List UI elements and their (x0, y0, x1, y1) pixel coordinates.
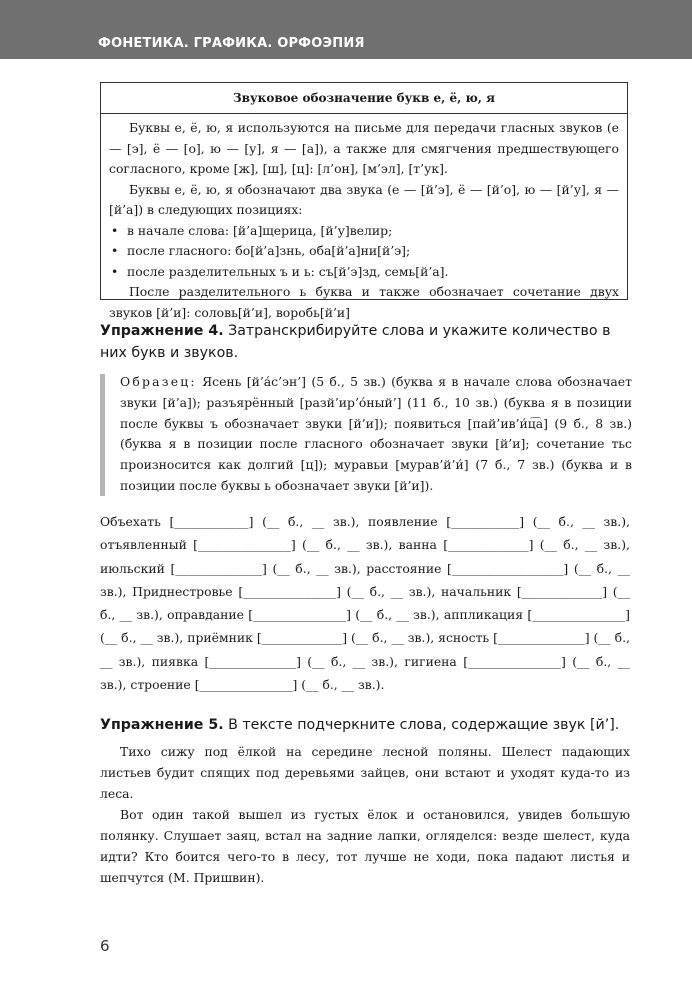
sample-text (120, 372, 632, 497)
page-header (0, 0, 692, 59)
rule-body (101, 114, 627, 323)
sample-body: Ясень [й’а́с’эн’] (5 б., 5 зв.) (буква я в начале слова обозначает звуки [й’а]); разъярённый [разй’ир’о́ный’] (11 б., 10 зв.) (буква я в позиции после буквы ъ обозначает звуки [й’и]); появиться [пай’ив’и́ц͡а] (9 б., 8 зв.) (буква я в позиции после гласного обозначает звуки [й’и]; сочетание тьс произносится как долгий [ц]); муравьи [мурав’й’и́] (7 б., 7 зв.) (буква и в позиции после буквы ь обозначает звуки [й’и]). (120, 374, 632, 493)
exercise-4-label: Упражнение 4. (100, 323, 224, 339)
rule-title: Звуковое обозначение букв е, ё, ю, я (101, 83, 627, 114)
exercise-5-text (100, 741, 630, 888)
rule-bullet-list (109, 221, 619, 283)
rule-box (100, 82, 628, 320)
exercise-5-task: В тексте подчеркните слова, содержащие звук [й’]. (228, 717, 620, 733)
rule-paragraph-2: Буквы е, ё, ю, я обозначают два звука (е — [й’э], ё — [й’о], ю — [й’у], я — [й’а]) в следующих позициях: (109, 181, 619, 217)
rule-paragraph-3: После разделительного ь буква и также обозначает сочетание двух звуков [й’и]: соловь[й’и], воробь[й’и] (109, 284, 619, 320)
sample-block (100, 372, 634, 500)
fill-in-exercise: Объехать [____________] (__ б., __ зв.), появление [___________] (__ б., __ зв.), отъявленный [_______________] (__ б., __ зв.), ванна [_____________] (__ б., __ зв.), июльский [______________] (__ б., __ зв.), расстояние [__________________] (__ б., __ зв.), Приднестровье [_______________] (__ б., __ зв.), начальник [_____________] (__ б., __ зв.), оправдание [_______________] (__ б., __ зв.), аппликация [_______________] (__ б., __ зв.), приёмник [_____________] (__ б., __ зв.), ясность [______________] (__ б., __ зв.), пиявка [______________] (__ б., __ зв.), гигиена [_______________] (__ б., __ зв.), строение [_______________] (__ б., __ зв.). (100, 514, 630, 693)
sample-sidebar (100, 374, 105, 496)
rule-bullet: • после гласного: бо[й’а]знь, оба[й’а]ни[й’э]; (109, 241, 619, 262)
rule-bullet: • в начале слова: [й’а]щерица, [й’у]велир; (109, 221, 619, 242)
exercise-5-label: Упражнение 5. (100, 717, 224, 733)
text-author: (М. Пришвин). (168, 870, 265, 885)
rule-bullet: • после разделительных ъ и ь: съ[й’э]зд, семь[й’а]. (109, 262, 619, 283)
rule-paragraph-1: Буквы е, ё, ю, я используются на письме для передачи гласных звуков (е — [э], ё — [о], ю — [у], я — [а]), а также для смягчения предшествующего согласного, кроме [ж], [ш], [ц]: [л’он], [м’эл], [т’ук]. (109, 120, 619, 176)
header-title: ФОНЕТИКА. ГРАФИКА. ОРФОЭПИЯ (98, 36, 365, 51)
text-paragraph-2-body: Вот один такой вышел из густых ёлок и остановился, увидев большую полянку. Слушает заяц, встал на задние лапки, огляделся: везде шелест, куда идти? Кто боится чего-то в лесу, тот лучше не ходи, пока падают листья и шепчутся (100, 807, 630, 885)
page-number: 6 (100, 937, 110, 955)
exercise-4-task: Затранскрибируйте слова и укажите количество в них букв и звуков. (100, 323, 611, 361)
text-paragraph-2 (100, 804, 630, 888)
exercise-5-heading (100, 714, 640, 736)
text-paragraph-1: Тихо сижу под ёлкой на середине лесной поляны. Шелест падающих листьев будит спящих под деревьями зайцев, они встают и уходят куда-то из леса. (100, 744, 630, 801)
exercise-4-heading (100, 320, 640, 364)
sample-label: Образец: (120, 374, 197, 389)
